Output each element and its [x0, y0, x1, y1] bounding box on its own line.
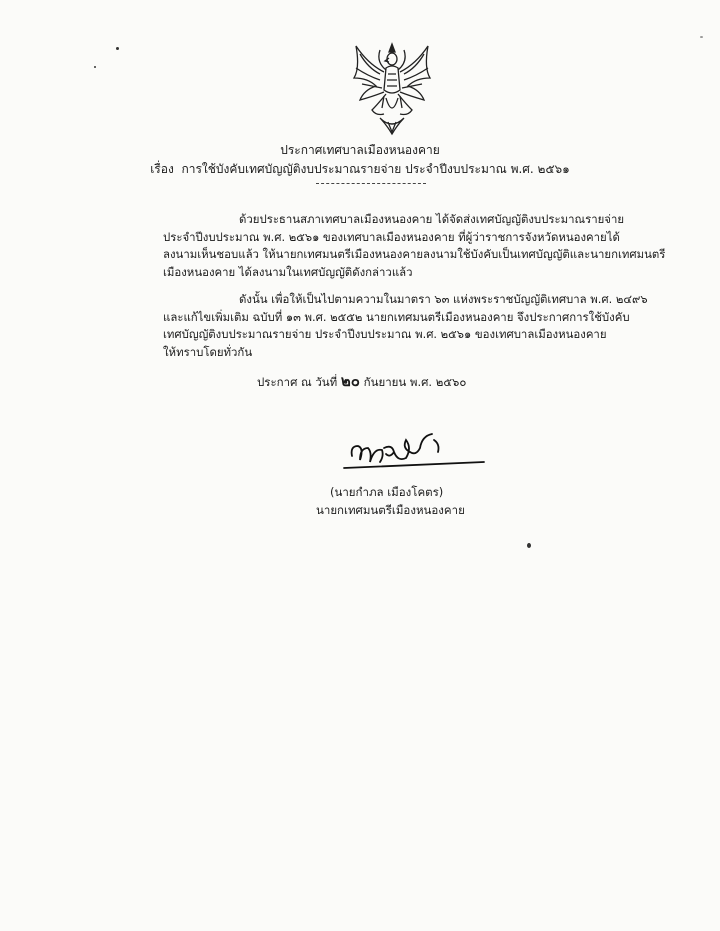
scan-speck — [527, 543, 531, 548]
paragraph-1-line: ลงนามเห็นชอบแล้ว ให้นายกเทศมนตรีเมืองหนองคายลงนามใช้บังคับเป็นเทศบัญญัติและนายกเทศมนตรี — [163, 247, 666, 261]
paragraph-2-line: ให้ทราบโดยทั่วกัน — [163, 344, 253, 359]
paragraph-2-line: เทศบัญญัติงบประมาณรายจ่าย ประจำปีงบประมาณ พ.ศ. ๒๕๖๑ ของเทศบาลเมืองหนองคาย — [163, 327, 607, 341]
date-suffix: กันยายน พ.ศ. ๒๕๖๐ — [363, 375, 467, 389]
announcement-title: ประกาศเทศบาลเมืองหนองคาย — [280, 143, 440, 157]
subject-label: เรื่อง — [150, 162, 174, 176]
announcement-subject — [0, 161, 720, 177]
paragraph-1 — [163, 211, 666, 281]
announcement-date — [257, 373, 466, 390]
date-day: ๒๐ — [340, 372, 360, 390]
handwritten-signature — [340, 418, 490, 480]
scan-speck — [700, 36, 703, 38]
paragraph-2 — [163, 291, 648, 361]
paragraph-2-line: และแก้ไขเพิ่มเติม ฉบับที่ ๑๓ พ.ศ. ๒๕๕๒ นายกเทศมนตรีเมืองหนองคาย จึงประกาศการใช้บังคับ — [163, 309, 630, 324]
signatory-name: (นายกำภล เมืองโคตร) — [330, 485, 444, 499]
scan-speck — [94, 66, 96, 68]
paragraph-1-line: ประจำปีงบประมาณ พ.ศ. ๒๕๖๑ ของเทศบาลเมืองหนองคาย ที่ผู้ว่าราชการจังหวัดหนองคายได้ — [163, 229, 620, 244]
garuda-emblem-icon — [346, 38, 438, 138]
paragraph-1-line: ด้วยประธานสภาเทศบาลเมืองหนองคาย ได้จัดส่งเทศบัญญัติงบประมาณรายจ่าย — [239, 212, 625, 226]
paragraph-2-line: ดังนั้น เพื่อให้เป็นไปตามความในมาตรา ๖๓ แห่งพระราชบัญญัติเทศบาล พ.ศ. ๒๔๙๖ — [239, 292, 648, 306]
subject-text: การใช้บังคับเทศบัญญัติงบประมาณรายจ่าย ประจำปีงบประมาณ พ.ศ. ๒๕๖๑ — [181, 162, 570, 176]
date-prefix: ประกาศ ณ วันที่ — [257, 375, 338, 389]
paragraph-1-line: เมืองหนองคาย ได้ลงนามในเทศบัญญัติดังกล่าวแล้ว — [163, 264, 413, 279]
title-divider — [316, 183, 426, 184]
scan-speck — [116, 47, 119, 50]
signatory-position: นายกเทศมนตรีเมืองหนองคาย — [316, 503, 465, 517]
